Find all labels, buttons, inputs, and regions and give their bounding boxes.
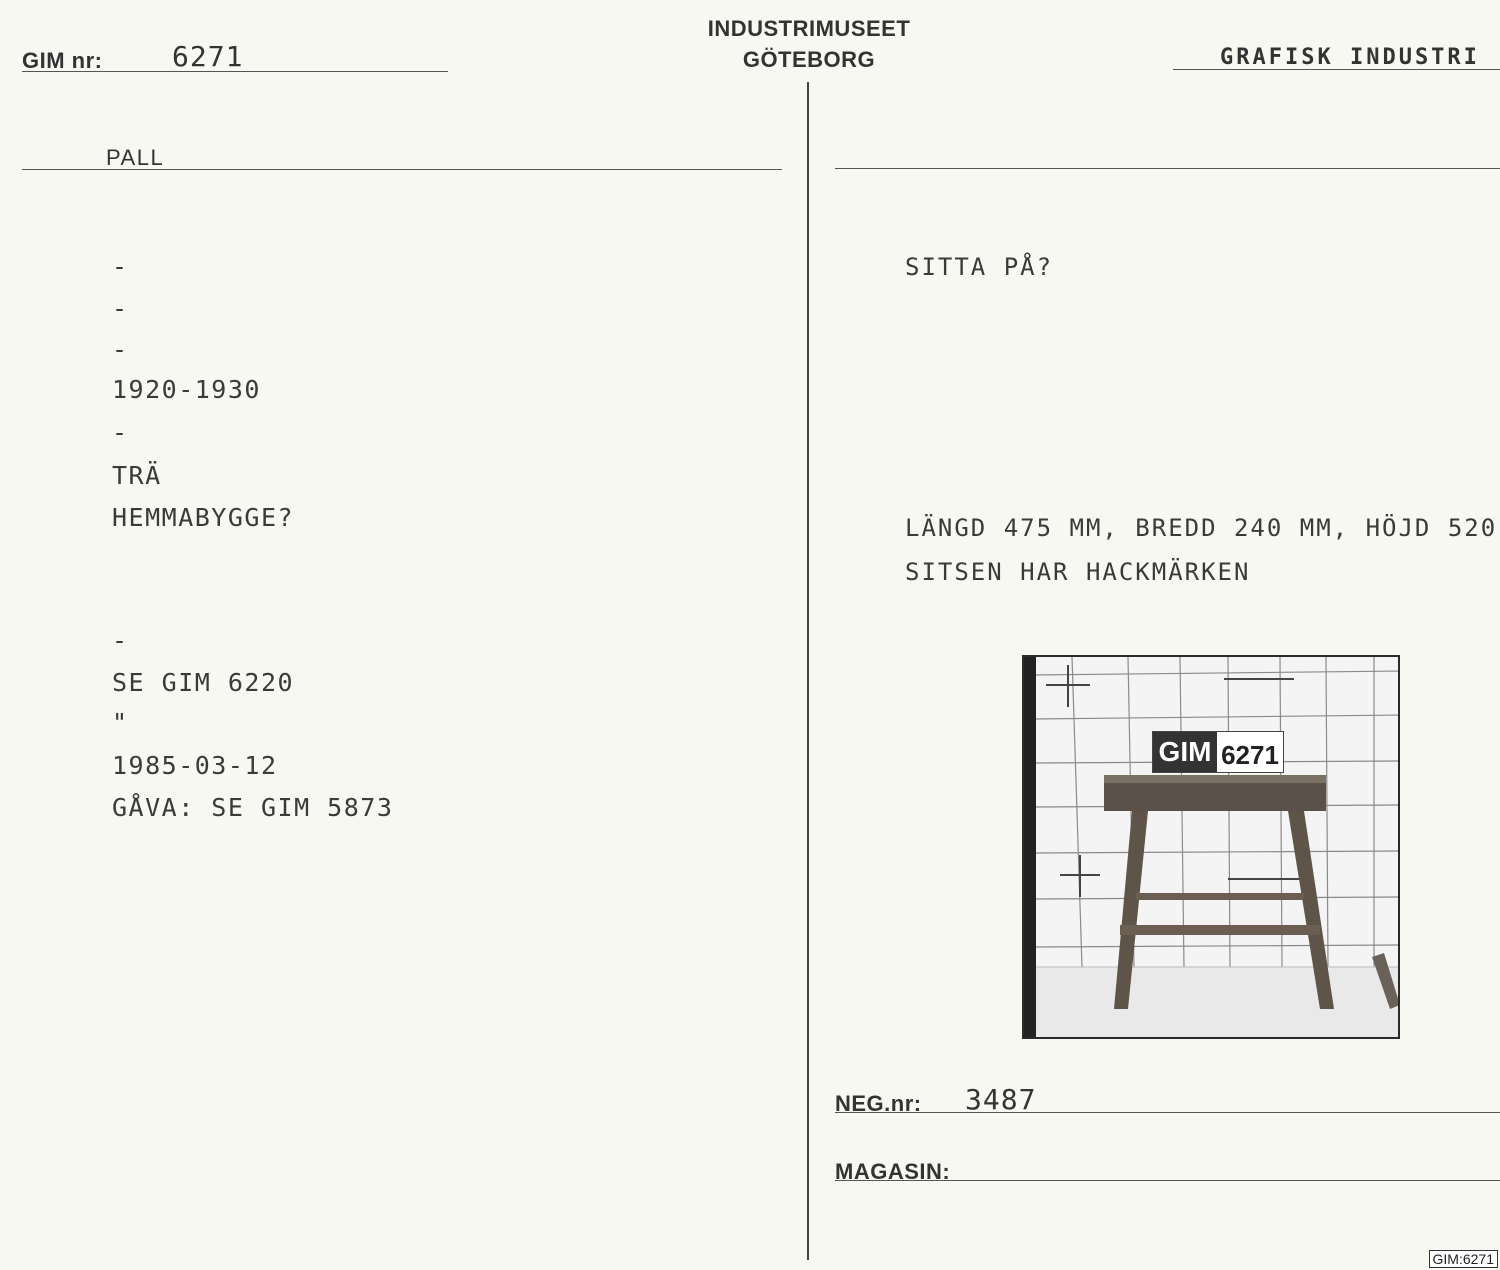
- use-text: SITTA PÅ?: [905, 253, 1054, 281]
- field-1: -: [112, 252, 129, 281]
- neg-number-label: NEG.nr:: [835, 1091, 922, 1116]
- magasin-label: MAGASIN:: [835, 1159, 951, 1184]
- gim-number-value: 6271: [172, 40, 244, 73]
- center-divider: [807, 82, 809, 1260]
- gim-number-label: GIM nr:: [22, 48, 103, 73]
- condition-text: SITSEN HAR HACKMÄRKEN: [905, 558, 1251, 586]
- field-3: -: [112, 335, 129, 364]
- field-8: -: [112, 626, 129, 655]
- dimensions-text: LÄNGD 475 MM, BREDD 240 MM, HÖJD 520: [905, 514, 1498, 542]
- magasin-underline: [835, 1180, 1500, 1181]
- field-date: 1985-03-12: [112, 751, 278, 780]
- field-material: TRÄ: [112, 461, 162, 490]
- field-maker: HEMMABYGGE?: [112, 503, 295, 532]
- gim-number-underline: [22, 71, 448, 72]
- field-ditto: ": [112, 708, 129, 737]
- right-top-rule: [835, 168, 1500, 169]
- photo-label-number: 6271: [1221, 740, 1279, 770]
- category-underline: [1173, 69, 1500, 70]
- museum-city: GÖTEBORG: [742, 47, 876, 72]
- neg-number-underline: [835, 1112, 1500, 1113]
- field-dating: 1920-1930: [112, 375, 261, 404]
- field-2: -: [112, 294, 129, 323]
- photo-label-prefix: GIM: [1153, 732, 1217, 772]
- object-photo: [1022, 655, 1400, 1039]
- catalog-stamp: GIM:6271: [1429, 1250, 1498, 1268]
- category: GRAFISK INDUSTRI: [1220, 45, 1480, 70]
- photo-label: [1152, 731, 1284, 773]
- object-name: PALL: [106, 145, 165, 170]
- field-5: -: [112, 418, 129, 447]
- neg-number-value: 3487: [965, 1083, 1037, 1116]
- field-acquisition: GÅVA: SE GIM 5873: [112, 793, 394, 822]
- stool-photo-illustration: [1024, 657, 1400, 1039]
- object-name-underline: [22, 169, 782, 170]
- field-reference: SE GIM 6220: [112, 668, 295, 697]
- museum-name: INDUSTRIMUSEET: [707, 16, 911, 41]
